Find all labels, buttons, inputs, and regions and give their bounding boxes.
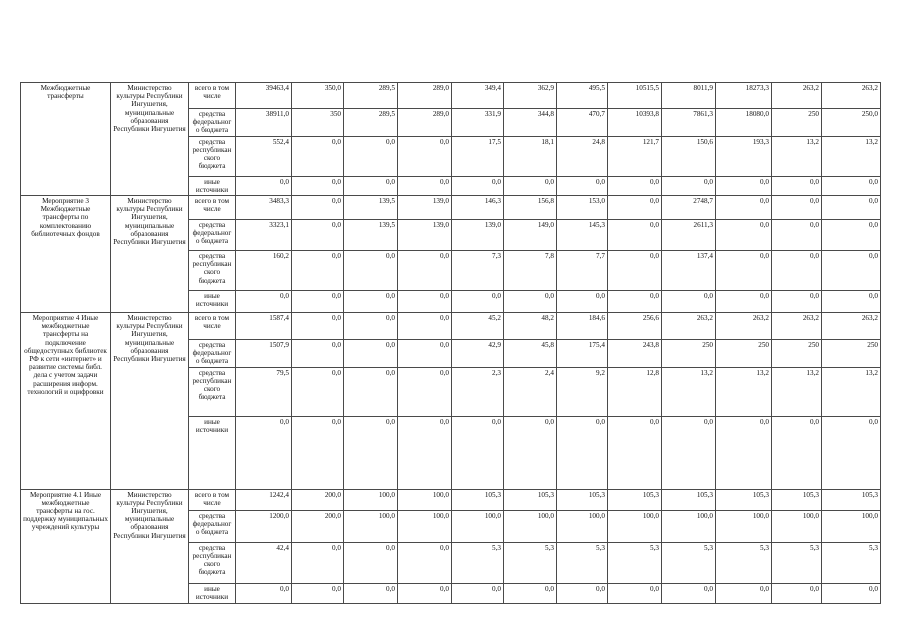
amount-cell: 0,0 [344,136,398,176]
amount-cell: 18273,3 [716,83,772,109]
funding-source: средства федеральног о бюджета [189,220,236,251]
amount-cell: 1587,4 [236,313,292,340]
amount-cell: 13,2 [822,367,881,416]
amount-cell: 48,2 [504,313,557,340]
amount-cell: 149,0 [504,220,557,251]
amount-cell: 0,0 [772,220,822,251]
table-body [21,83,881,604]
amount-cell: 139,0 [452,220,504,251]
amount-cell: 160,2 [236,251,292,291]
amount-cell: 0,0 [344,367,398,416]
funding-source: всего в том числе [189,313,236,340]
amount-cell: 0,0 [772,251,822,291]
amount-cell: 0,0 [822,176,881,195]
amount-cell: 139,0 [398,196,452,220]
amount-cell: 0,0 [398,313,452,340]
amount-cell: 0,0 [398,542,452,583]
amount-cell: 137,4 [662,251,716,291]
amount-cell: 100,0 [398,489,452,510]
amount-cell: 100,0 [344,510,398,542]
amount-cell: 2,4 [504,367,557,416]
amount-cell: 5,3 [608,542,662,583]
amount-cell: 0,0 [716,583,772,603]
amount-cell: 250 [716,340,772,368]
amount-cell: 13,2 [662,367,716,416]
amount-cell: 139,0 [398,220,452,251]
amount-cell: 495,5 [557,83,608,109]
amount-cell: 331,9 [452,109,504,137]
amount-cell: 45,8 [504,340,557,368]
amount-cell: 0,0 [608,416,662,489]
funding-source: иные источники [189,416,236,489]
amount-cell: 0,0 [452,416,504,489]
amount-cell: 0,0 [398,416,452,489]
amount-cell: 145,3 [557,220,608,251]
amount-cell: 24,8 [557,136,608,176]
amount-cell: 0,0 [608,220,662,251]
amount-cell: 105,3 [452,489,504,510]
funding-source: всего в том числе [189,196,236,220]
amount-cell: 0,0 [292,583,344,603]
amount-cell: 362,9 [504,83,557,109]
amount-cell: 0,0 [292,220,344,251]
amount-cell: 263,2 [662,313,716,340]
amount-cell: 105,3 [557,489,608,510]
amount-cell: 139,5 [344,220,398,251]
funding-source: средства республикан ского бюджета [189,542,236,583]
amount-cell: 0,0 [662,291,716,313]
funding-source: средства республикан ского бюджета [189,251,236,291]
amount-cell: 349,4 [452,83,504,109]
amount-cell: 100,0 [398,510,452,542]
amount-cell: 105,3 [772,489,822,510]
amount-cell: 38911,0 [236,109,292,137]
amount-cell: 0,0 [236,583,292,603]
amount-cell: 45,2 [452,313,504,340]
amount-cell: 0,0 [504,291,557,313]
amount-cell: 0,0 [236,416,292,489]
amount-cell: 9,2 [557,367,608,416]
funding-source: иные источники [189,583,236,603]
amount-cell: 0,0 [292,176,344,195]
amount-cell: 17,5 [452,136,504,176]
amount-cell: 10515,5 [608,83,662,109]
amount-cell: 79,5 [236,367,292,416]
amount-cell: 0,0 [662,583,716,603]
amount-cell: 121,7 [608,136,662,176]
amount-cell: 200,0 [292,489,344,510]
amount-cell: 552,4 [236,136,292,176]
amount-cell: 0,0 [344,291,398,313]
amount-cell: 7,3 [452,251,504,291]
amount-cell: 0,0 [504,416,557,489]
amount-cell: 5,3 [504,542,557,583]
amount-cell: 289,5 [344,109,398,137]
amount-cell: 0,0 [452,291,504,313]
amount-cell: 0,0 [398,340,452,368]
table-row [21,489,881,510]
amount-cell: 0,0 [398,291,452,313]
table-row [21,196,881,220]
funding-source: средства республикан ского бюджета [189,367,236,416]
amount-cell: 7,8 [504,251,557,291]
amount-cell: 250 [822,340,881,368]
amount-cell: 100,0 [608,510,662,542]
amount-cell: 0,0 [292,136,344,176]
amount-cell: 0,0 [716,416,772,489]
amount-cell: 105,3 [716,489,772,510]
amount-cell: 0,0 [608,291,662,313]
amount-cell: 150,6 [662,136,716,176]
amount-cell: 250,0 [822,109,881,137]
amount-cell: 0,0 [504,176,557,195]
amount-cell: 0,0 [344,176,398,195]
amount-cell: 0,0 [292,196,344,220]
amount-cell: 0,0 [344,313,398,340]
amount-cell: 289,5 [344,83,398,109]
amount-cell: 0,0 [822,251,881,291]
amount-cell: 105,3 [608,489,662,510]
amount-cell: 470,7 [557,109,608,137]
amount-cell: 0,0 [772,583,822,603]
amount-cell: 263,2 [822,313,881,340]
amount-cell: 263,2 [772,313,822,340]
amount-cell: 0,0 [557,583,608,603]
amount-cell: 18080,0 [716,109,772,137]
amount-cell: 0,0 [716,176,772,195]
amount-cell: 156,8 [504,196,557,220]
amount-cell: 0,0 [822,583,881,603]
amount-cell: 5,3 [772,542,822,583]
amount-cell: 0,0 [292,291,344,313]
amount-cell: 0,0 [557,416,608,489]
amount-cell: 0,0 [292,251,344,291]
amount-cell: 3323,1 [236,220,292,251]
amount-cell: 256,6 [608,313,662,340]
amount-cell: 263,2 [772,83,822,109]
responsible-executor: Министерство культуры Республики Ингушетия, муниципальные образования Республики Ингушетия [111,83,189,196]
amount-cell: 100,0 [822,510,881,542]
amount-cell: 1242,4 [236,489,292,510]
amount-cell: 0,0 [772,291,822,313]
amount-cell: 100,0 [452,510,504,542]
amount-cell: 0,0 [292,367,344,416]
amount-cell: 0,0 [398,367,452,416]
amount-cell: 39463,4 [236,83,292,109]
amount-cell: 0,0 [608,583,662,603]
amount-cell: 0,0 [608,196,662,220]
amount-cell: 0,0 [662,176,716,195]
amount-cell: 8011,9 [662,83,716,109]
amount-cell: 0,0 [662,416,716,489]
amount-cell: 10393,8 [608,109,662,137]
amount-cell: 250 [772,109,822,137]
amount-cell: 0,0 [344,340,398,368]
funding-source: всего в том числе [189,489,236,510]
amount-cell: 0,0 [608,176,662,195]
amount-cell: 5,3 [557,542,608,583]
amount-cell: 0,0 [772,176,822,195]
amount-cell: 2748,7 [662,196,716,220]
amount-cell: 289,0 [398,83,452,109]
amount-cell: 18,1 [504,136,557,176]
amount-cell: 0,0 [608,251,662,291]
amount-cell: 105,3 [504,489,557,510]
amount-cell: 7,7 [557,251,608,291]
amount-cell: 0,0 [452,583,504,603]
amount-cell: 175,4 [557,340,608,368]
amount-cell: 0,0 [557,176,608,195]
amount-cell: 0,0 [504,583,557,603]
funding-source: иные источники [189,176,236,195]
amount-cell: 12,8 [608,367,662,416]
amount-cell: 13,2 [822,136,881,176]
amount-cell: 0,0 [557,291,608,313]
funding-source: средства федеральног о бюджета [189,109,236,137]
amount-cell: 2,3 [452,367,504,416]
amount-cell: 0,0 [772,196,822,220]
amount-cell: 42,4 [236,542,292,583]
amount-cell: 0,0 [772,416,822,489]
amount-cell: 153,0 [557,196,608,220]
amount-cell: 0,0 [344,251,398,291]
funding-source: иные источники [189,291,236,313]
amount-cell: 100,0 [557,510,608,542]
amount-cell: 0,0 [398,251,452,291]
amount-cell: 1507,9 [236,340,292,368]
amount-cell: 289,0 [398,109,452,137]
amount-cell: 0,0 [822,291,881,313]
amount-cell: 0,0 [716,196,772,220]
amount-cell: 100,0 [504,510,557,542]
funding-source: всего в том числе [189,83,236,109]
amount-cell: 3483,3 [236,196,292,220]
amount-cell: 184,6 [557,313,608,340]
amount-cell: 0,0 [344,542,398,583]
amount-cell: 105,3 [662,489,716,510]
funding-source: средства федеральног о бюджета [189,510,236,542]
amount-cell: 1200,0 [236,510,292,542]
amount-cell: 243,8 [608,340,662,368]
amount-cell: 0,0 [716,251,772,291]
amount-cell: 0,0 [822,416,881,489]
amount-cell: 263,2 [716,313,772,340]
amount-cell: 344,8 [504,109,557,137]
amount-cell: 0,0 [398,136,452,176]
amount-cell: 5,3 [662,542,716,583]
amount-cell: 0,0 [292,416,344,489]
amount-cell: 250 [662,340,716,368]
measure-name: Межбюджетные трансферты [21,83,111,196]
amount-cell: 5,3 [452,542,504,583]
measure-name: Мероприятие 4.1 Иные межбюджетные трансферты на гос. поддержку муниципальных учреждений культуры [21,489,111,603]
amount-cell: 7861,3 [662,109,716,137]
amount-cell: 146,3 [452,196,504,220]
amount-cell: 0,0 [344,416,398,489]
amount-cell: 5,3 [716,542,772,583]
funding-source: средства федеральног о бюджета [189,340,236,368]
amount-cell: 13,2 [716,367,772,416]
amount-cell: 0,0 [716,291,772,313]
amount-cell: 42,9 [452,340,504,368]
amount-cell: 250 [772,340,822,368]
amount-cell: 0,0 [822,220,881,251]
amount-cell: 100,0 [662,510,716,542]
amount-cell: 200,0 [292,510,344,542]
responsible-executor: Министерство культуры Республики Ингушетия, муниципальные образования Республики Ингушетия [111,489,189,603]
amount-cell: 0,0 [344,583,398,603]
amount-cell: 105,3 [822,489,881,510]
amount-cell: 0,0 [398,583,452,603]
table-row [21,83,881,109]
funding-source: средства республикан ского бюджета [189,136,236,176]
amount-cell: 100,0 [772,510,822,542]
amount-cell: 350 [292,109,344,137]
amount-cell: 0,0 [236,176,292,195]
amount-cell: 13,2 [772,136,822,176]
amount-cell: 0,0 [292,542,344,583]
amount-cell: 5,3 [822,542,881,583]
amount-cell: 193,3 [716,136,772,176]
measure-name: Мероприятие 3 Межбюджетные трансферты по комплектованию библиотечных фондов [21,196,111,313]
amount-cell: 0,0 [292,313,344,340]
amount-cell: 0,0 [716,220,772,251]
table-row [21,313,881,340]
amount-cell: 0,0 [452,176,504,195]
amount-cell: 13,2 [772,367,822,416]
amount-cell: 0,0 [292,340,344,368]
amount-cell: 0,0 [398,176,452,195]
amount-cell: 0,0 [236,291,292,313]
budget-table [20,82,881,604]
amount-cell: 0,0 [822,196,881,220]
amount-cell: 100,0 [344,489,398,510]
responsible-executor: Министерство культуры Республики Ингушетия, муниципальные образования Республики Ингушетия [111,313,189,490]
amount-cell: 2611,3 [662,220,716,251]
amount-cell: 350,0 [292,83,344,109]
amount-cell: 100,0 [716,510,772,542]
measure-name: Мероприятие 4 Иные межбюджетные трансферты на подключение общедоступных библиотек РФ к сети «интернет» и развитие системы библ. дела с учетом задачи расширения информ. технологий и оцифровки [21,313,111,490]
amount-cell: 263,2 [822,83,881,109]
amount-cell: 139,5 [344,196,398,220]
responsible-executor: Министерство культуры Республики Ингушетия, муниципальные образования Республики Ингушетия [111,196,189,313]
